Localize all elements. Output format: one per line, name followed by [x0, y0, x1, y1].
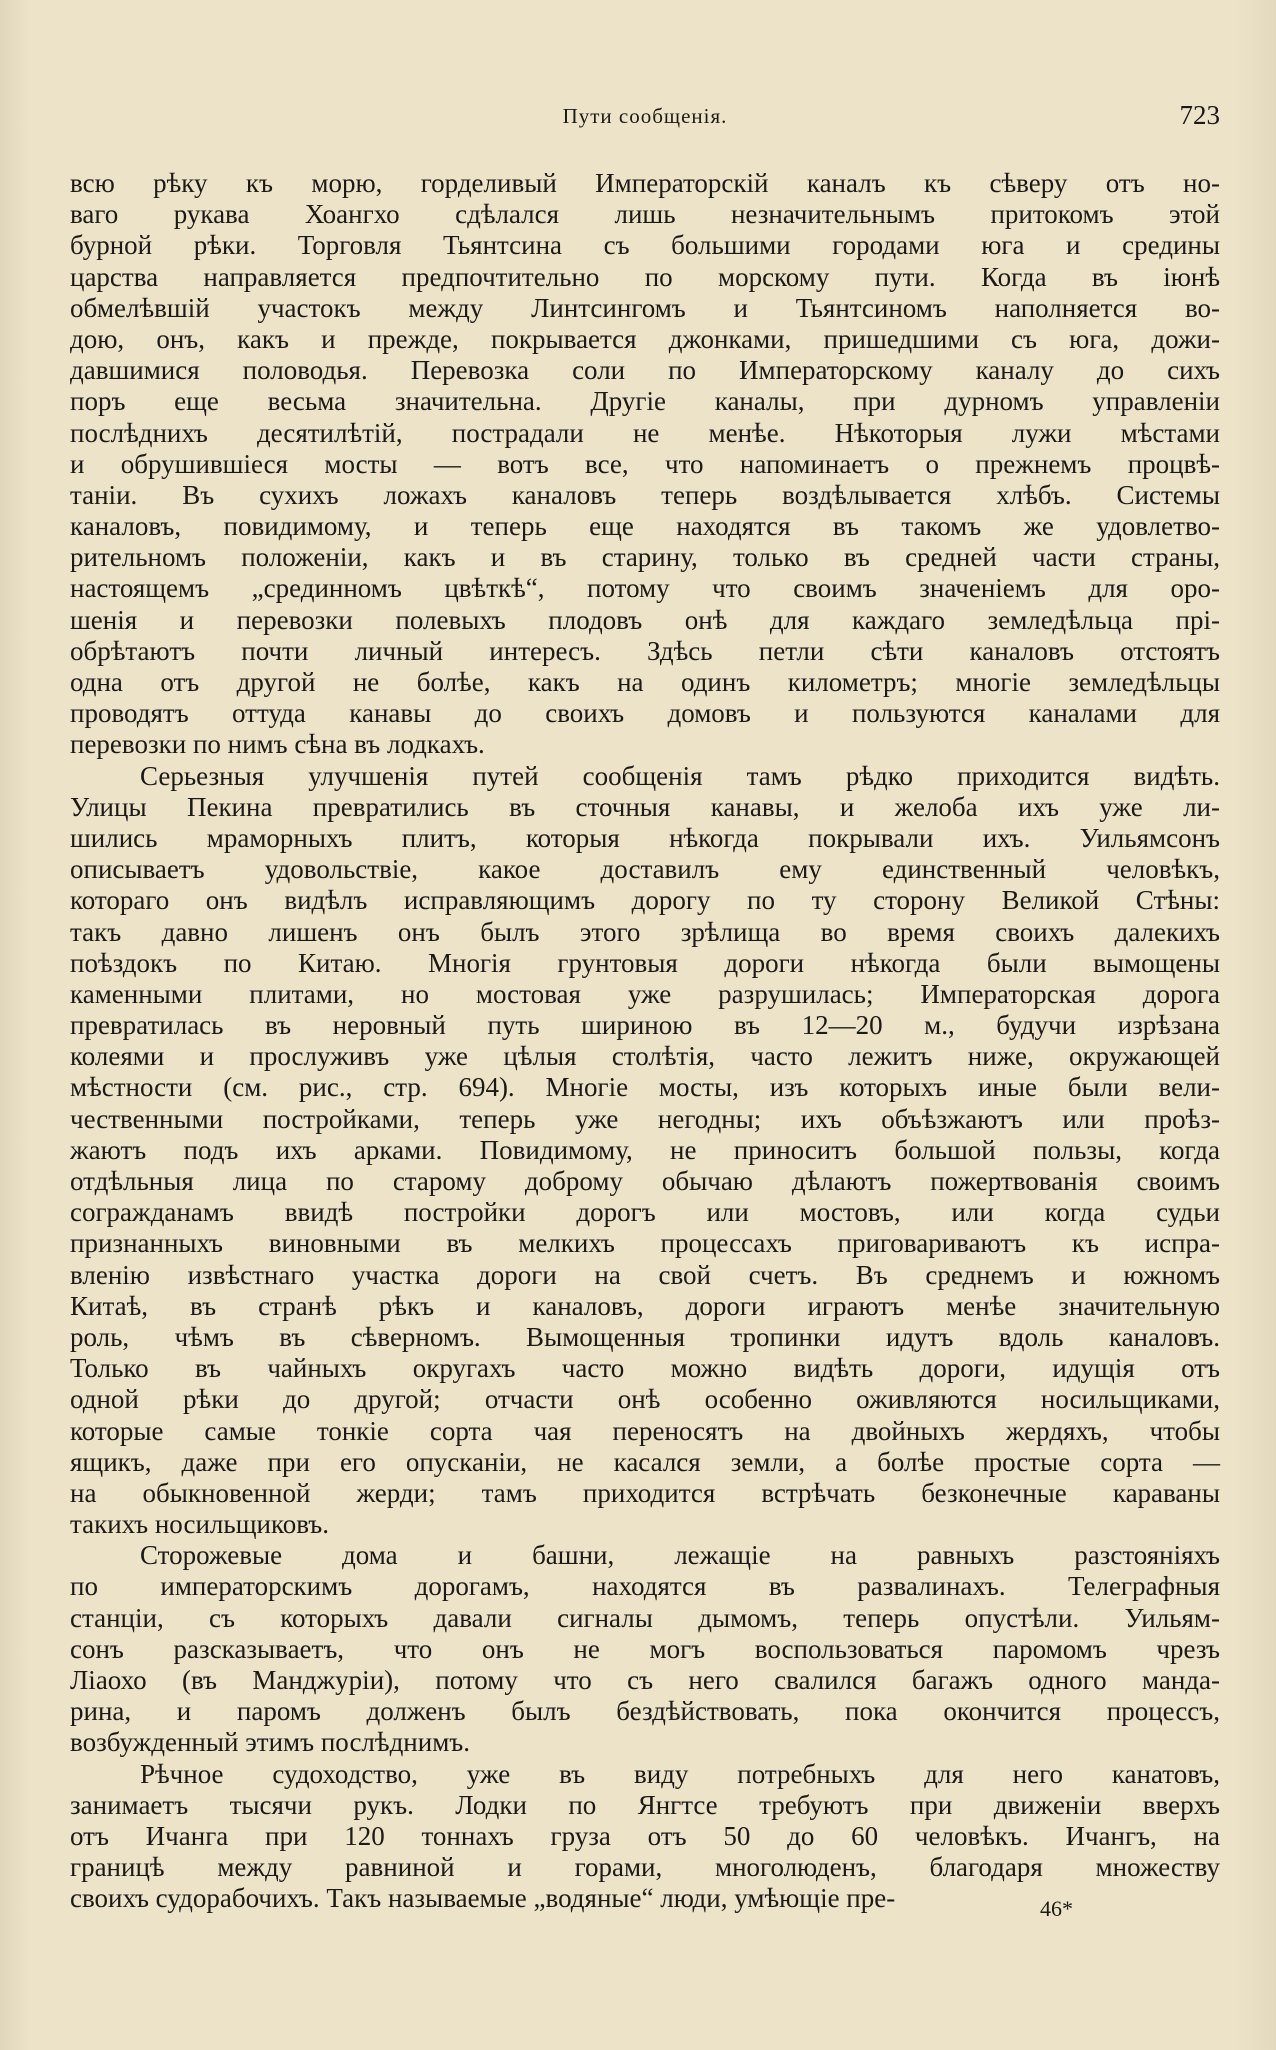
text-line: колеями и прослуживъ уже цѣлыя столѣтія, часто лежитъ ниже, окружающей [70, 1041, 1220, 1072]
text-line: котораго онъ видѣлъ исправляющимъ дорогу по ту сторону Великой Стѣны: [70, 885, 1220, 916]
text-line: и обрушившіеся мосты — вотъ все, что напоминаетъ о прежнемъ процвѣ- [70, 448, 1220, 479]
text-line: послѣднихъ десятилѣтій, пострадали не менѣе. Нѣкоторыя лужи мѣстами [70, 417, 1220, 448]
text-line: Сторожевые дома и башни, лежащіе на равныхъ разстояніяхъ [140, 1540, 1220, 1571]
text-line: Рѣчное судоходство, уже въ виду потребныхъ для него канатовъ, [140, 1758, 1220, 1789]
text-line: вленію извѣстнаго участка дороги на свой счетъ. Въ среднемъ и южномъ [70, 1259, 1220, 1290]
text-line: каналовъ, повидимому, и теперь еще находятся въ такомъ же удовлетво- [70, 511, 1220, 542]
text-line: обмелѣвшій участокъ между Линтсингомъ и Тьянтсиномъ наполняется во- [70, 292, 1220, 323]
paragraph [70, 761, 1220, 1541]
text-line: Ліаохо (въ Манджуріи), потому что съ него свалился багажъ одного манда- [70, 1665, 1220, 1695]
text-line: на обыкновенной жерди; тамъ приходится встрѣчать безконечные караваны [70, 1477, 1220, 1508]
text-line: занимаетъ тысячи рукъ. Лодки по Янгтсе требуютъ при движеніи вверхъ [70, 1789, 1220, 1820]
paragraph [70, 1540, 1220, 1758]
text-line: Улицы Пекина превратились въ сточныя канавы, и желоба ихъ уже ли- [70, 791, 1220, 822]
text-line: по императорскимъ дорогамъ, находятся въ развалинахъ. Телеграфныя [70, 1571, 1220, 1602]
text-line: согражданамъ ввидѣ постройки дорогъ или мостовъ, или когда судьи [70, 1197, 1220, 1228]
text-line: жаютъ подъ ихъ арками. Повидимому, не приноситъ большой пользы, когда [70, 1134, 1220, 1165]
paragraph [70, 168, 1220, 761]
body-text [70, 168, 1220, 1915]
text-line: шились мраморныхъ плитъ, которыя нѣкогда покрывали ихъ. Уильямсонъ [70, 822, 1220, 853]
text-line: проводятъ оттуда канавы до своихъ домовъ и пользуются каналами для [70, 698, 1220, 729]
page-number: 723 [1179, 100, 1220, 130]
text-line: отдѣльныя лица по старому доброму обычаю дѣлаютъ пожертвованія своимъ [70, 1166, 1220, 1196]
running-title: Пути сообщенія. [562, 104, 728, 128]
text-line: поѣздокъ по Китаю. Многія грунтовыя дороги нѣкогда были вымощены [70, 947, 1220, 978]
text-line: станціи, съ которыхъ давали сигналы дымомъ, теперь опустѣли. Уильям- [70, 1602, 1220, 1633]
running-head [70, 100, 1220, 134]
text-line: возбужденный этимъ послѣднимъ. [70, 1727, 471, 1758]
text-line: дою, онъ, какъ и прежде, покрывается джонками, пришедшими съ юга, дожи- [70, 323, 1220, 354]
text-line: которые самые тонкіе сорта чая переносятъ на двойныхъ жердяхъ, чтобы [70, 1415, 1220, 1446]
text-line: рина, и паромъ долженъ былъ бездѣйствовать, пока окончится процессъ, [70, 1696, 1220, 1727]
text-line: роль, чѣмъ въ сѣверномъ. Вымощенныя тропинки идутъ вдоль каналовъ. [70, 1321, 1220, 1352]
text-line: отъ Ичанга при 120 тоннахъ груза отъ 50 до 60 человѣкъ. Ичангъ, на [70, 1820, 1220, 1851]
text-line: такихъ носильщиковъ. [70, 1509, 329, 1540]
text-line: чественными постройками, теперь уже негодны; ихъ объѣзжаютъ или проѣз- [70, 1103, 1220, 1134]
text-line: сонъ разсказываетъ, что онъ не могъ воспользоваться паромомъ чрезъ [70, 1633, 1220, 1664]
text-line: границѣ между равниной и горами, многолюденъ, благодаря множеству [70, 1852, 1220, 1883]
text-line: Только въ чайныхъ округахъ часто можно видѣть дороги, идущія отъ [70, 1353, 1220, 1384]
text-line: таніи. Въ сухихъ ложахъ каналовъ теперь воздѣлывается хлѣбъ. Системы [70, 479, 1220, 510]
text-line: Серьезныя улучшенія путей сообщенія тамъ рѣдко приходится видѣть. [140, 760, 1220, 791]
text-line: ваго рукава Хоангхо сдѣлался лишь незначительнымъ притокомъ этой [70, 199, 1220, 230]
text-line: превратилась въ неровный путь шириною въ 12—20 м., будучи изрѣзана [70, 1010, 1220, 1041]
text-line: бурной рѣки. Торговля Тьянтсина съ большими городами юга и средины [70, 230, 1220, 261]
text-line: настоящемъ „срединномъ цвѣткѣ“, потому что своимъ значеніемъ для оро- [70, 573, 1220, 604]
text-line: одной рѣки до другой; отчасти онѣ особенно оживляются носильщиками, [70, 1384, 1220, 1415]
text-line: мѣстности (см. рис., стр. 694). Многіе мосты, изъ которыхъ иные были вели- [70, 1072, 1220, 1103]
text-line: обрѣтаютъ почти личный интересъ. Здѣсь петли сѣти каналовъ отстоятъ [70, 635, 1220, 666]
text-line: своихъ судорабочихъ. Такъ называемые „водяные“ люди, умѣющіе пре- [70, 1883, 896, 1914]
text-line: поръ еще весьма значительна. Другіе каналы, при дурномъ управленіи [70, 386, 1220, 417]
text-line: каменными плитами, но мостовая уже разрушилась; Императорская дорога [70, 978, 1220, 1009]
text-line: всю рѣку къ морю, горделивый Императорскій каналъ къ сѣверу отъ но- [70, 168, 1220, 198]
text-line: шенія и перевозки полевыхъ плодовъ онѣ для каждаго земледѣльца прі- [70, 604, 1220, 635]
text-line: признанныхъ виновными въ мелкихъ процессахъ приговариваютъ къ испра- [70, 1228, 1220, 1259]
paragraph [70, 1759, 1220, 1915]
text-line: описываетъ удовольствіе, какое доставилъ ему единственный человѣкъ, [70, 854, 1220, 885]
text-line: ящикъ, даже при его опусканіи, не касался земли, а болѣе простые сорта — [70, 1446, 1220, 1477]
text-line: Китаѣ, въ странѣ рѣкъ и каналовъ, дороги играютъ менѣе значительную [70, 1290, 1220, 1321]
text-line: давшимися половодья. Перевозка соли по Императорскому каналу до сихъ [70, 355, 1220, 386]
text-line: перевозки по нимъ сѣна въ лодкахъ. [70, 729, 485, 760]
text-line: одна отъ другой не болѣе, какъ на одинъ километръ; многіе земледѣльцы [70, 667, 1220, 697]
text-line: такъ давно лишенъ онъ былъ этого зрѣлища во время своихъ далекихъ [70, 916, 1220, 947]
signature-mark: 46* [1040, 1896, 1073, 1921]
text-line: царства направляется предпочтительно по морскому пути. Когда въ іюнѣ [70, 261, 1220, 292]
text-line: рительномъ положеніи, какъ и въ старину, только въ средней части страны, [70, 542, 1220, 573]
